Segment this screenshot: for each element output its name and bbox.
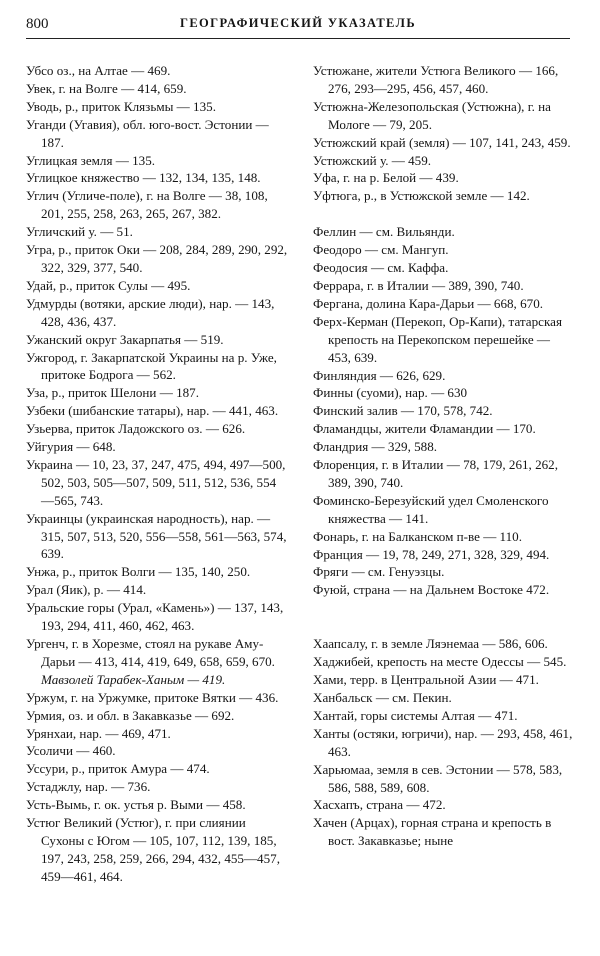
index-entry: Уссури, р., приток Амура — 474. [26, 761, 210, 777]
index-entry: Феодоро — см. Мангуп. [313, 242, 449, 258]
page-number: 800 [26, 16, 49, 32]
index-entry: Хами, терр. в Центральной Азии — 471. [313, 672, 539, 688]
page-header [26, 16, 570, 39]
index-entry: Устюжна-Железопольская (Устюжна), г. на Мологе — 79, 205. [313, 98, 551, 132]
index-entry: Уза, р., приток Шелони — 187. [26, 385, 199, 401]
index-entry: Урянхаи, нар. — 469, 471. [26, 725, 171, 741]
index-entry: Харьюмаа, земля в сев. Эстонии — 578, 583, 586, 588, 589, 608. [313, 761, 563, 795]
index-entry: Фоминско-Березуйский удел Смоленского княжества — 141. [313, 492, 549, 526]
index-entry: Усть-Вымь, г. ок. устья р. Выми — 458. [26, 797, 246, 813]
index-entry: Ханбальск — см. Пекин. [313, 690, 452, 705]
index-entry: Хачен (Арцах), горная страна и крепость в вост. Закавказье; ныне [313, 815, 552, 849]
index-entry: Феодосия — см. Каффа. [313, 260, 449, 276]
index-entry: Ханты (остяки, югричи), нар. — 293, 458, 461, 463. [313, 725, 573, 759]
index-entry: Украина — 10, 23, 37, 247, 475, 494, 497—500, 502, 503, 505—507, 509, 511, 512, 536, 554—565, 743. [26, 456, 286, 508]
index-entry: Хаапсалу, г. в земле Ляэнемаа — 586, 606. [313, 636, 548, 652]
index-entry: Угличский у. — 51. [26, 224, 133, 240]
index-entry: Фуюй, страна — на Дальнем Востоке 472. [313, 582, 550, 598]
index-entry: Флоренция, г. в Италии — 78, 179, 261, 262, 389, 390, 740. [313, 457, 559, 490]
index-entry: Унжа, р., приток Волги — 135, 140, 250. [26, 564, 251, 580]
index-entry: Устюжский у. — 459. [313, 152, 432, 168]
section-gap [313, 599, 575, 635]
index-entry: Удай, р., приток Сулы — 495. [26, 277, 191, 293]
index-entry: Углич (Угличе-поле), г. на Волге — 38, 108, 201, 255, 258, 263, 265, 267, 382. [26, 188, 268, 222]
index-entry: Ужанский округ Закарпатья — 519. [26, 331, 224, 347]
index-entry: Фламандцы, жители Фламандии — 170. [313, 421, 536, 437]
index-entry: Фряги — см. Генуэзцы. [313, 564, 445, 580]
index-entry: Удмурды (вотяки, арские люди), нар. — 143, 428, 436, 437. [26, 295, 275, 329]
index-entry: Финны (суоми), нар. — 630 [313, 385, 468, 401]
index-entry: Украинцы (украинская народность), нар. — 315, 507, 513, 520, 556—558, 561—563, 574, 639. [26, 510, 287, 562]
index-entry: Углицкое княжество — 132, 134, 135, 148. [26, 170, 261, 186]
index-entry: Ужгород, г. Закарпатской Украины на р. Уже, притоке Бодрога — 562. [26, 349, 277, 383]
index-entry: Уральские горы (Урал, «Камень») — 137, 143, 193, 294, 411, 460, 462, 463. [26, 600, 284, 634]
index-entry: Увек, г. на Волге — 414, 659. [26, 80, 187, 96]
right-column [313, 62, 575, 850]
index-entry: Уводь, р., приток Клязьмы — 135. [26, 98, 216, 114]
index-entry: Фландрия — 329, 588. [313, 439, 438, 455]
index-entry: Финляндия — 626, 629. [313, 367, 446, 383]
running-title: ГЕОГРАФИЧЕСКИЙ УКАЗАТЕЛЬ [179, 16, 417, 30]
index-entry: Уфа, г. на р. Белой — 439. [313, 170, 459, 186]
left-column [26, 62, 288, 886]
index-entry: Устюжский край (земля) — 107, 141, 243, 459. [313, 134, 571, 150]
index-entry: Урал (Яик), р. — 414. [26, 582, 147, 598]
index-entry: Угра, р., приток Оки — 208, 284, 289, 290, 292, 322, 329, 377, 540. [26, 242, 288, 275]
index-entry: Финский залив — 170, 578, 742. [313, 403, 493, 419]
index-entry: Устюжане, жители Устюга Великого — 166, 276, 293—295, 456, 457, 460. [313, 63, 559, 96]
index-entry: Узьерва, приток Ладожского оз. — 626. [26, 421, 246, 437]
index-entry: Фонарь, г. на Балканском п-ве — 110. [313, 528, 522, 544]
index-entry: Устаджлу, нар. — 736. [26, 779, 151, 795]
index-entry: Узбеки (шибанские татары), нар. — 441, 463. [26, 403, 279, 419]
index-entry: Хасхапъ, страна — 472. [313, 797, 446, 813]
index-entry: Убсо оз., на Алтае — 469. [26, 63, 171, 78]
index-entry: Хаджибей, крепость на месте Одессы — 545. [313, 654, 567, 670]
index-entry: Углицкая земля — 135. [26, 152, 156, 168]
index-entry: Ферх-Керман (Перекоп, Ор-Капи), татарская крепость на Перекопском перешейке — 453, 639. [313, 313, 562, 365]
index-entry: Уганди (Угавия), обл. юго-вост. Эстонии — 187. [26, 116, 269, 150]
index-entry: Хантай, горы системы Алтая — 471. [313, 707, 518, 723]
index-entry: Уфтюга, р., в Устюжской земле — 142. [313, 188, 530, 204]
index-entry: Уйгурия — 648. [26, 439, 116, 455]
index-entry: Фергана, долина Кара-Дарьи — 668, 670. [313, 295, 544, 311]
index-entry: Уржум, г. на Уржумке, притоке Вятки — 436. [26, 689, 279, 705]
index-entry: Ургенч, г. в Хорезме, стоял на рукаве Аму-Дарьи — 413, 414, 419, 649, 658, 659, 670. [26, 636, 275, 669]
section-gap [313, 205, 575, 223]
index-entry: Франция — 19, 78, 249, 271, 328, 329, 494. [313, 546, 550, 562]
index-entry: Урмия, оз. и обл. в Закавказье — 692. [26, 707, 235, 723]
index-entry: Феллин — см. Вильянди. [313, 224, 455, 240]
index-entry: Феррара, г. в Италии — 389, 390, 740. [313, 277, 524, 293]
index-entry: Усоличи — 460. [26, 743, 116, 759]
index-entry: Устюг Великий (Устюг), г. при слиянии Сухоны с Югом — 105, 107, 112, 139, 185, 197, 243, 258, 259, 266, 294, 432, 455—457, 459—461, 464. [26, 815, 280, 884]
index-sub-entry: Мавзолей Тарабек-Ханым — 419. [41, 671, 226, 687]
